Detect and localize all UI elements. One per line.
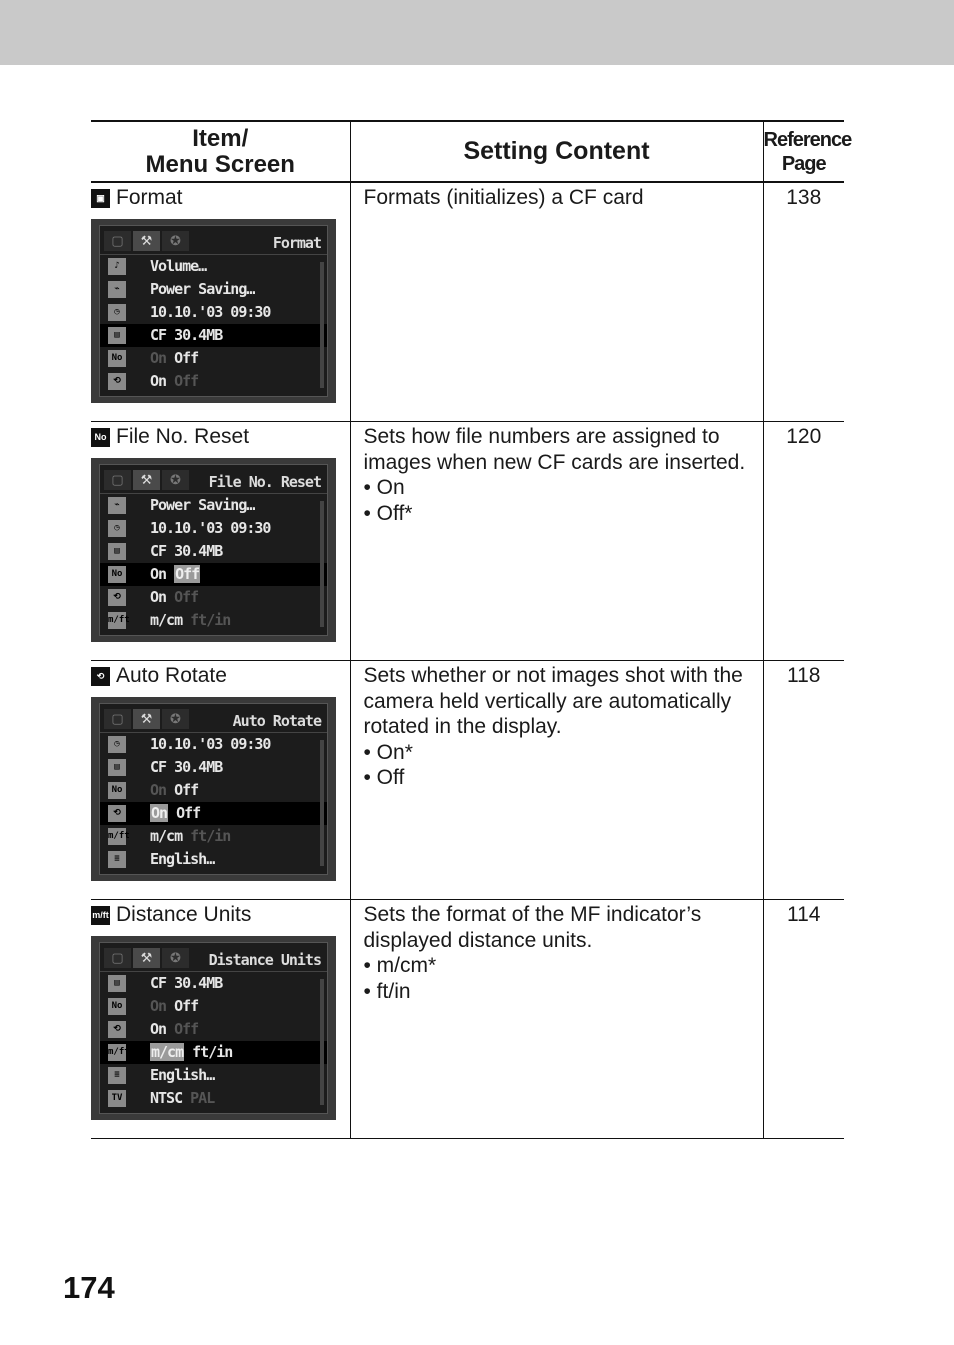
auto-rotate-icon: ⟲ <box>108 589 126 606</box>
lcd-value-text: PAL <box>182 1089 215 1107</box>
distance-units-icon: m/ft <box>91 906 110 925</box>
date-time-icon: ◷ <box>108 304 126 321</box>
table-row <box>91 661 844 900</box>
file-no-reset-icon: No <box>108 998 126 1015</box>
item-name: Format <box>116 186 183 210</box>
mycamera-tab-icon: ✪ <box>162 709 189 729</box>
cf-card-icon: ▤ <box>108 327 126 344</box>
lcd-value-text: On <box>150 781 167 799</box>
camera-tab-icon: ▢ <box>104 231 131 251</box>
lcd-menu-row <box>100 848 327 871</box>
item-title <box>91 663 350 689</box>
item-name: Auto Rotate <box>116 664 227 688</box>
camera-tab-icon: ▢ <box>104 470 131 490</box>
lcd-value-text: On <box>150 372 167 390</box>
lcd-row-value <box>150 301 270 324</box>
lcd-tab-bar <box>100 943 327 972</box>
lcd-value-text: 10.10.'03 09:30 <box>150 303 271 321</box>
lcd-value-text: 30.4MB <box>166 758 223 776</box>
lcd-value-text: On <box>150 1020 167 1038</box>
item-cell <box>91 900 350 1139</box>
lcd-value-text: Power Saving… <box>150 280 255 298</box>
power-saving-icon: ⌁ <box>108 281 126 298</box>
setting-option: • Off <box>363 766 405 789</box>
setting-description: Formats (initializes) a CF card <box>363 186 644 209</box>
lcd-menu-list <box>100 972 327 1110</box>
lcd-value-text: 10.10.'03 09:30 <box>150 519 271 537</box>
menu-screen-image <box>91 936 336 1120</box>
item-name: Distance Units <box>116 903 252 927</box>
lcd-value-text: Power Saving… <box>150 496 255 514</box>
lcd-title: File No. Reset <box>208 473 321 491</box>
table-row <box>91 422 844 661</box>
lcd-menu-list <box>100 733 327 871</box>
header-setting-content: Setting Content <box>350 121 763 182</box>
lcd-scrollbar <box>320 262 324 388</box>
lcd-value-text: English… <box>150 850 215 868</box>
lcd-menu-row <box>100 301 327 324</box>
lcd-value-text: ft/in <box>182 827 231 845</box>
setting-description: Sets whether or not images shot with the camera held vertically are automatically rotated in the display. <box>363 664 743 738</box>
lcd-value-text: Off <box>168 804 201 822</box>
lcd-menu-row <box>100 756 327 779</box>
file-no-reset-icon: No <box>108 350 126 367</box>
lcd-tab-bar <box>100 226 327 255</box>
lcd-row-value <box>150 848 214 871</box>
lcd-value-text: NTSC <box>150 1089 183 1107</box>
auto-rotate-icon: ⟲ <box>108 373 126 390</box>
lcd-value-text: CF <box>150 326 167 344</box>
distance-units-icon: m/ft <box>108 828 126 845</box>
power-saving-icon: ⌁ <box>108 497 126 514</box>
item-title <box>91 902 350 928</box>
video-system-icon: TV <box>108 1090 126 1107</box>
lcd-value-text: Off <box>166 349 199 367</box>
setting-option: • On* <box>363 740 413 764</box>
setting-content-cell <box>350 900 763 1139</box>
setting-option: • Off* <box>363 501 413 525</box>
reference-page-cell: 118 <box>763 661 844 900</box>
lcd-value-text: Off <box>166 997 199 1015</box>
lcd-row-value <box>150 517 270 540</box>
language-icon: ≡ <box>108 1067 126 1084</box>
cf-card-icon: ▤ <box>108 975 126 992</box>
setting-content-cell <box>350 422 763 661</box>
item-cell <box>91 661 350 900</box>
lcd-row-value <box>150 347 198 370</box>
lcd-tab-bar <box>100 704 327 733</box>
lcd-menu-row <box>100 1064 327 1087</box>
setting-description: Sets the format of the MF indicator’s displayed distance units. <box>363 903 702 952</box>
lcd-value-text: Off <box>175 565 200 583</box>
wrench-tab-icon: ⚒ <box>133 948 160 968</box>
lcd-menu-row <box>100 563 327 586</box>
lcd-menu-list <box>100 494 327 632</box>
lcd-panel <box>99 942 328 1114</box>
table-header-row <box>91 121 844 182</box>
lcd-row-value <box>150 779 198 802</box>
header-band <box>0 0 954 65</box>
mycamera-tab-icon: ✪ <box>162 470 189 490</box>
lcd-menu-row <box>100 278 327 301</box>
mycamera-tab-icon: ✪ <box>162 231 189 251</box>
item-title <box>91 185 350 211</box>
lcd-panel <box>99 703 328 875</box>
reference-page-cell: 120 <box>763 422 844 661</box>
header-reference-page <box>763 121 852 182</box>
lcd-title: Auto Rotate <box>232 712 321 730</box>
lcd-menu-row <box>100 540 327 563</box>
file-no-reset-icon: No <box>108 566 126 583</box>
lcd-value-text: On <box>150 565 175 583</box>
lcd-value-text: 30.4MB <box>166 974 223 992</box>
wrench-tab-icon: ⚒ <box>133 231 160 251</box>
header-item-menu-screen <box>91 121 350 182</box>
lcd-value-text: CF <box>150 542 167 560</box>
lcd-value-text: ft/in <box>184 1043 233 1061</box>
lcd-menu-row <box>100 517 327 540</box>
lcd-menu-row <box>100 779 327 802</box>
camera-tab-icon: ▢ <box>104 709 131 729</box>
date-time-icon: ◷ <box>108 736 126 753</box>
lcd-value-text: On <box>150 997 167 1015</box>
lcd-row-value <box>150 802 200 825</box>
lcd-menu-row <box>100 586 327 609</box>
item-cell <box>91 182 350 422</box>
lcd-row-value <box>150 563 200 586</box>
menu-settings-table <box>91 120 852 1139</box>
cf-card-icon: ▤ <box>108 543 126 560</box>
lcd-row-value <box>150 1018 198 1041</box>
lcd-row-value <box>150 324 222 347</box>
lcd-row-value <box>150 972 222 995</box>
lcd-row-value <box>150 255 206 278</box>
lcd-menu-row <box>100 370 327 393</box>
reference-page-cell: 138 <box>763 182 844 422</box>
lcd-panel <box>99 464 328 636</box>
lcd-value-text: Off <box>166 781 199 799</box>
lcd-row-value <box>150 494 254 517</box>
lcd-menu-row <box>100 995 327 1018</box>
lcd-menu-row <box>100 1087 327 1110</box>
lcd-value-text: m/cm <box>150 611 183 629</box>
lcd-row-value <box>150 825 230 848</box>
lcd-title: Format <box>272 234 321 252</box>
lcd-value-text: Off <box>166 372 199 390</box>
lcd-row-value <box>150 540 222 563</box>
setting-option: • m/cm* <box>363 954 437 977</box>
lcd-row-value <box>150 370 198 393</box>
lcd-value-text: 10.10.'03 09:30 <box>150 735 271 753</box>
file-no-reset-icon: No <box>108 782 126 799</box>
lcd-row-value <box>150 1064 214 1087</box>
menu-screen-image <box>91 697 336 881</box>
lcd-menu-row <box>100 1018 327 1041</box>
lcd-value-text: CF <box>150 758 167 776</box>
lcd-value-text: m/cm <box>151 1043 184 1061</box>
lcd-value-text: On <box>151 804 168 822</box>
lcd-scrollbar <box>320 979 324 1105</box>
lcd-menu-row <box>100 494 327 517</box>
file-no-reset-icon: No <box>91 428 110 447</box>
lcd-menu-row <box>100 255 327 278</box>
header-item-line1: Item/ <box>192 124 249 152</box>
page-number: 174 <box>63 1270 115 1305</box>
lcd-value-text: Off <box>166 588 199 606</box>
lcd-value-text: 30.4MB <box>166 326 223 344</box>
menu-screen-image <box>91 458 336 642</box>
lcd-scrollbar <box>320 740 324 866</box>
lcd-value-text: m/cm <box>150 827 183 845</box>
lcd-row-value <box>150 586 198 609</box>
mycamera-tab-icon: ✪ <box>162 948 189 968</box>
wrench-tab-icon: ⚒ <box>133 470 160 490</box>
reference-page-cell: 114 <box>763 900 844 1139</box>
camera-tab-icon: ▢ <box>104 948 131 968</box>
lcd-tab-bar <box>100 465 327 494</box>
lcd-menu-row <box>100 825 327 848</box>
lcd-menu-row <box>100 1041 327 1064</box>
lcd-value-text: On <box>150 349 167 367</box>
lcd-value-text: CF <box>150 974 167 992</box>
lcd-value-text: English… <box>150 1066 215 1084</box>
wrench-tab-icon: ⚒ <box>133 709 160 729</box>
lcd-row-value <box>150 1041 232 1064</box>
setting-content-cell <box>350 182 763 422</box>
lcd-menu-row <box>100 324 327 347</box>
lcd-scrollbar <box>320 501 324 627</box>
item-cell <box>91 422 350 661</box>
item-title <box>91 424 350 450</box>
lcd-panel <box>99 225 328 397</box>
table-row <box>91 182 844 422</box>
header-item-line2: Menu Screen <box>145 150 295 178</box>
distance-units-icon: m/ft <box>108 1044 126 1061</box>
lcd-title: Distance Units <box>208 951 321 969</box>
setting-option: • On <box>363 476 405 499</box>
volume-icon: ♪ <box>108 258 126 275</box>
table-row <box>91 900 844 1139</box>
lcd-menu-row <box>100 347 327 370</box>
setting-option: • ft/in <box>363 979 411 1003</box>
header-ref-line2: Page <box>781 152 826 175</box>
auto-rotate-icon: ⟲ <box>108 1021 126 1038</box>
lcd-value-text: ft/in <box>182 611 231 629</box>
auto-rotate-icon: ⟲ <box>108 805 126 822</box>
menu-screen-image <box>91 219 336 403</box>
distance-units-icon: m/ft <box>108 612 126 629</box>
setting-content-cell <box>350 661 763 900</box>
language-icon: ≡ <box>108 851 126 868</box>
lcd-row-value <box>150 995 198 1018</box>
cf-card-icon: ▤ <box>108 759 126 776</box>
auto-rotate-icon: ⟲ <box>91 667 110 686</box>
lcd-value-text: On <box>150 588 167 606</box>
setting-description: Sets how file numbers are assigned to images when new CF cards are inserted. <box>363 425 746 474</box>
lcd-menu-row <box>100 972 327 995</box>
lcd-menu-row <box>100 733 327 756</box>
lcd-row-value <box>150 609 230 632</box>
lcd-menu-row <box>100 802 327 825</box>
lcd-value-text: Volume… <box>150 257 207 275</box>
lcd-row-value <box>150 1087 214 1110</box>
format-icon: ▣ <box>91 189 110 208</box>
lcd-row-value <box>150 733 270 756</box>
lcd-menu-list <box>100 255 327 393</box>
lcd-menu-row <box>100 609 327 632</box>
lcd-value-text: Off <box>166 1020 199 1038</box>
header-ref-line1: Reference <box>763 128 852 151</box>
item-name: File No. Reset <box>116 425 250 449</box>
date-time-icon: ◷ <box>108 520 126 537</box>
lcd-value-text: 30.4MB <box>166 542 223 560</box>
lcd-row-value <box>150 756 222 779</box>
lcd-row-value <box>150 278 254 301</box>
